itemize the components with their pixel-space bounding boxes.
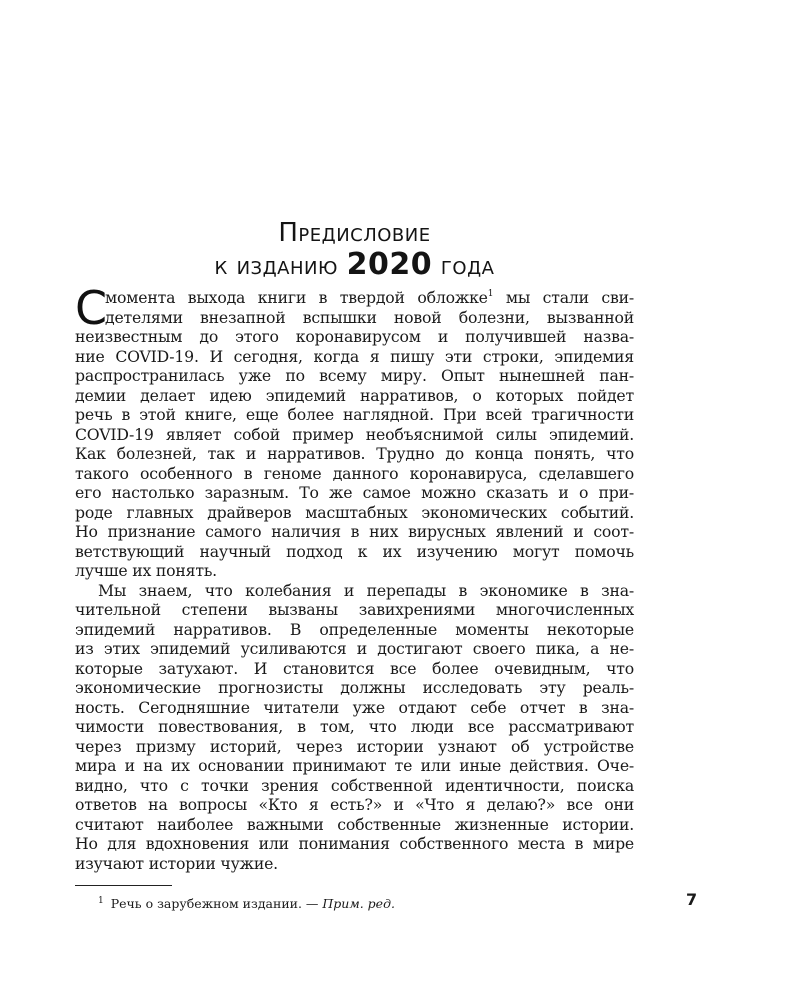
- text-line-content: Мы знаем, что колебания и перепады в экономике в зна-: [98, 580, 634, 600]
- text-line-content: ответов на вопросы «Кто я есть?» и «Что я делаю?» все они: [75, 795, 634, 814]
- text-line: [75, 795, 634, 815]
- text-line-content: такого особенного в геноме данного коронавируса, сделавшего: [75, 463, 634, 483]
- text-line-content: экономические прогнозисты должны исследовать эту реаль-: [75, 678, 634, 697]
- footnote-italic-note: Прим. ред.: [322, 896, 395, 911]
- text-line-content: речь в этой книге, еще более наглядной. При всей трагичности: [75, 405, 634, 424]
- text-line-content: эпидемий нарративов. В определенные моменты некоторые: [75, 619, 634, 639]
- text-line-content: Но для вдохновения или понимания собственного места в мире: [75, 834, 634, 853]
- text-line: [75, 503, 634, 523]
- text-line: [75, 600, 634, 620]
- text-line: [75, 464, 634, 484]
- text-line: [75, 620, 634, 640]
- text-line-content: COVID-19 являет собой пример необъяснимой силы эпидемий.: [75, 424, 634, 444]
- text-line: [75, 405, 634, 425]
- text-line: [75, 483, 634, 503]
- drop-cap: С: [75, 281, 108, 335]
- heading-subtitle-suffix: года: [432, 251, 495, 281]
- text-line-content: мира и на их основании принимают те или иные действия. Оче-: [75, 756, 634, 775]
- heading-title: Предисловие: [278, 218, 431, 248]
- text-line-content: чимости повествования, в том, что люди все рассматривают: [75, 717, 634, 736]
- text-line-content: ние COVID-19. И сегодня, когда я пишу эти строки, эпидемия: [75, 346, 634, 366]
- text-line-content: из этих эпидемий усиливаются и достигают своего пика, а не-: [75, 639, 634, 658]
- text-line: [75, 854, 634, 874]
- text-line-content: ность. Сегодняшние читатели уже отдают себе отчет в зна-: [75, 697, 634, 717]
- text-line: [75, 815, 634, 835]
- text-line-continuation: мы стали сви-: [493, 288, 635, 307]
- text-line: [75, 659, 634, 679]
- text-line: [75, 737, 634, 757]
- text-line-content: Но признание самого наличия в них вирусных явлений и соот-: [75, 522, 634, 541]
- text-line: [75, 308, 634, 328]
- footnote-reference: 1: [487, 289, 494, 299]
- text-line: [75, 522, 634, 542]
- text-line-content: Как болезней, так и нарративов. Трудно до конца понять, что: [75, 444, 634, 463]
- text-line-content: которые затухают. И становится все более очевидным, что: [75, 658, 634, 678]
- text-line-content: ветствующий научный подход к их изучению могут помочь: [75, 541, 634, 561]
- text-line-content: изучают истории чужие.: [75, 853, 278, 873]
- chapter-heading: [75, 218, 634, 282]
- text-line: [75, 561, 634, 581]
- heading-subtitle: [75, 249, 634, 282]
- text-line: [75, 542, 634, 562]
- text-line-content: детелями внезапной вспышки новой болезни, вызванной: [105, 307, 634, 327]
- text-line: [75, 327, 634, 347]
- body-text: [75, 281, 635, 873]
- page-number: 7: [686, 890, 698, 909]
- text-line: [75, 776, 634, 796]
- text-line-content: видно, что с точки зрения собственной идентичности, поиска: [75, 775, 634, 795]
- text-line: [75, 425, 634, 445]
- heading-year: 2020: [346, 247, 433, 282]
- footnote: [98, 893, 395, 912]
- text-line: [75, 444, 634, 464]
- text-line: [75, 347, 634, 367]
- footnote-divider: [75, 885, 172, 886]
- text-line-content: роде главных драйверов масштабных экономических событий.: [75, 502, 634, 522]
- footnote-number: 1: [98, 896, 104, 906]
- text-line: [75, 288, 634, 308]
- text-line: [75, 678, 634, 698]
- text-line: [75, 698, 634, 718]
- text-line: [75, 834, 634, 854]
- text-line: [75, 639, 634, 659]
- text-line-content: чительной степени вызваны завихрениями многочисленных: [75, 600, 634, 619]
- text-line: [75, 717, 634, 737]
- text-line: [75, 756, 634, 776]
- text-line-content: момента выхода книги в твердой обложке: [105, 288, 488, 307]
- text-line: [75, 386, 634, 406]
- heading-subtitle-prefix: к изданию: [214, 251, 347, 281]
- text-line-content: лучше их понять.: [75, 561, 217, 580]
- footnote-text: Речь о зарубежном издании. —: [110, 896, 323, 911]
- text-line-content: неизвестным до этого коронавирусом и получившей назва-: [75, 327, 634, 346]
- text-line-content: демии делает идею эпидемий нарративов, о которых пойдет: [75, 385, 634, 405]
- text-line-content: через призму историй, через истории узнают об устройстве: [75, 736, 634, 756]
- text-line-content: распространилась уже по всему миру. Опыт нынешней пан-: [75, 366, 634, 385]
- text-line-content: считают наиболее важными собственные жизненные истории.: [75, 814, 634, 834]
- text-line: [75, 366, 634, 386]
- text-line-content: его настолько заразным. То же самое можно сказать и о при-: [75, 483, 634, 502]
- text-line: [75, 581, 634, 601]
